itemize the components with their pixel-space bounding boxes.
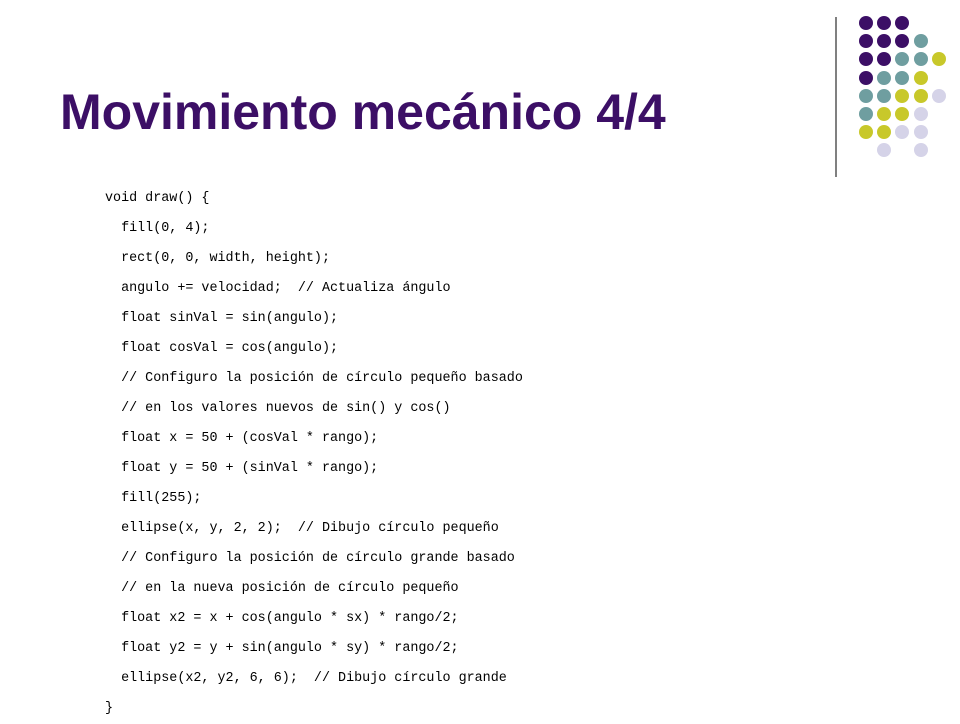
code-line: ellipse(x, y, 2, 2); // Dibujo círculo pequeño — [105, 521, 499, 536]
slide-title: Movimiento mecánico 4/4 — [60, 84, 666, 140]
code-line: float x = 50 + (cosVal * rango); — [105, 431, 379, 446]
code-line: ellipse(x2, y2, 6, 6); // Dibujo círculo grande — [105, 671, 507, 686]
code-line: // en la nueva posición de círculo pequeño — [105, 581, 459, 596]
decorative-dot — [859, 89, 873, 103]
decorative-dot — [859, 34, 873, 48]
decorative-dot — [859, 16, 873, 30]
decorative-dot — [877, 125, 891, 139]
decorative-dot — [914, 89, 928, 103]
decorative-dot — [877, 89, 891, 103]
decorative-dot — [877, 16, 891, 30]
code-line: fill(0, 4); — [105, 221, 210, 236]
decorative-dot — [914, 52, 928, 66]
decorative-dot — [877, 34, 891, 48]
decorative-dot — [859, 125, 873, 139]
code-line: // Configuro la posición de círculo grande basado — [105, 551, 515, 566]
decorative-dot — [895, 71, 909, 85]
decorative-dot — [859, 107, 873, 121]
decorative-dot — [895, 89, 909, 103]
code-line: float y2 = y + sin(angulo * sy) * rango/2; — [105, 641, 459, 656]
decorative-dot — [877, 52, 891, 66]
code-line: float cosVal = cos(angulo); — [105, 341, 339, 356]
code-line: float y = 50 + (sinVal * rango); — [105, 461, 379, 476]
decorative-dot — [932, 52, 946, 66]
decorative-dot — [914, 71, 928, 85]
code-line: angulo += velocidad; // Actualiza ángulo — [105, 281, 451, 296]
decorative-dot — [895, 16, 909, 30]
decorative-dot — [877, 71, 891, 85]
code-line: } — [105, 701, 114, 716]
decorative-dot — [895, 52, 909, 66]
decorative-dot — [877, 143, 891, 157]
code-line: // en los valores nuevos de sin() y cos() — [105, 401, 451, 416]
decorative-dot — [859, 71, 873, 85]
code-line: rect(0, 0, width, height); — [105, 251, 330, 266]
decorative-dot — [914, 107, 928, 121]
code-line: // Configuro la posición de círculo pequeño basado — [105, 371, 523, 386]
code-line: fill(255); — [105, 491, 202, 506]
decorative-dot — [914, 34, 928, 48]
decorative-dot — [895, 125, 909, 139]
decorative-dot — [932, 89, 946, 103]
decorative-dot — [859, 52, 873, 66]
decorative-dot — [895, 107, 909, 121]
code-block — [105, 184, 523, 724]
code-line: float sinVal = sin(angulo); — [105, 311, 339, 326]
decorative-dot — [914, 143, 928, 157]
decorative-dot — [877, 107, 891, 121]
vertical-divider — [835, 17, 837, 177]
code-line: void draw() { — [105, 191, 210, 206]
decorative-dot — [895, 34, 909, 48]
decorative-dot — [914, 125, 928, 139]
code-line: float x2 = x + cos(angulo * sx) * rango/2; — [105, 611, 459, 626]
